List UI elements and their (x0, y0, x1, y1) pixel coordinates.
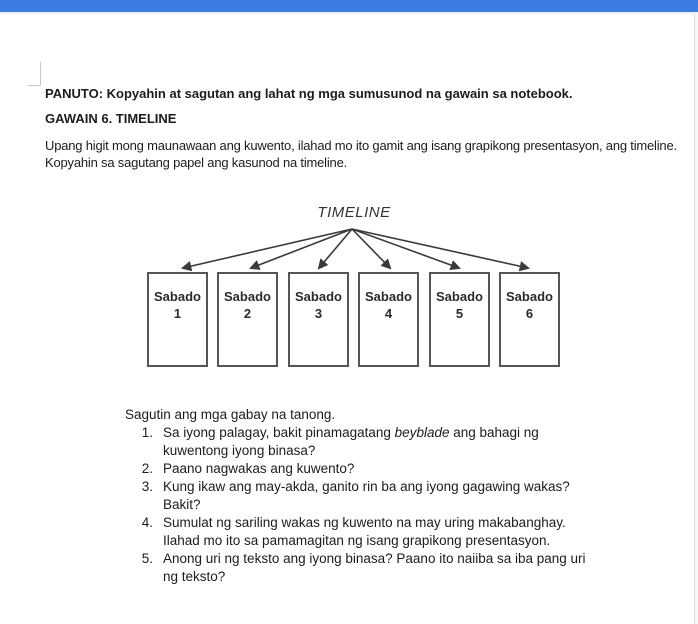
question-number: 3. (141, 479, 153, 494)
guide-questions-section (125, 406, 625, 586)
box-label: Sabado (365, 289, 412, 304)
timeline-arrow-4 (352, 229, 390, 268)
page-right-edge (694, 13, 695, 624)
question-item-1 (125, 424, 625, 460)
box-number: 1 (173, 306, 182, 321)
timeline-box-5 (429, 272, 490, 367)
question-item-4 (125, 514, 625, 550)
box-number: 4 (384, 306, 393, 321)
timeline-arrow-group (183, 229, 528, 268)
question-item-2 (125, 460, 625, 478)
question-text-line (163, 424, 539, 442)
question-text-italic: beyblade (394, 425, 450, 440)
question-text: Sa iyong palagay, bakit pinamagatang (163, 425, 395, 440)
box-label: Sabado (506, 289, 553, 304)
question-text-line: Ilahad mo ito sa pamamagitan ng isang grapikong presentasyon. (163, 533, 551, 548)
question-number: 2. (141, 461, 153, 476)
timeline-box-6 (499, 272, 560, 367)
timeline-box-2 (217, 272, 278, 367)
question-text-line: ng teksto? (163, 569, 226, 584)
question-text: ang bahagi ng (449, 425, 539, 440)
question-text-line: Anong uri ng teksto ang iyong binasa? Paano ito naiiba sa iba pang uri (163, 551, 586, 566)
box-number: 6 (525, 306, 534, 321)
box-number: 5 (455, 306, 464, 321)
question-text-line: Kung ikaw ang may-akda, ganito rin ba ang iyong gagawing wakas? (163, 479, 570, 494)
timeline-box-1 (147, 272, 208, 367)
box-label: Sabado (154, 289, 201, 304)
timeline-box-4 (358, 272, 419, 367)
timeline-diagram-title: TIMELINE (317, 204, 391, 221)
question-item-3 (125, 478, 625, 514)
body-paragraph-line2: Kopyahin sa sagutang papel ang kasunod na timeline. (45, 155, 348, 170)
question-number: 1. (141, 425, 153, 440)
timeline-arrows (130, 198, 575, 278)
activity-title: GAWAIN 6. TIMELINE (45, 111, 177, 126)
question-text-line: Bakit? (163, 497, 201, 512)
page-corner-mark (28, 85, 41, 86)
question-text-line: Sumulat ng sariling wakas ng kuwento na may uring makabanghay. (163, 515, 566, 530)
questions-intro: Sagutin ang mga gabay na tanong. (125, 407, 336, 422)
question-item-5 (125, 550, 625, 586)
box-label: Sabado (436, 289, 483, 304)
app-header-underline (0, 12, 698, 14)
timeline-arrow-6 (352, 229, 528, 268)
box-number: 3 (314, 306, 323, 321)
body-paragraph-line1: Upang higit mong maunawaan ang kuwento, ilahad mo ito gamit ang isang grapikong presentasyon, ang timeline. (45, 138, 677, 153)
instruction-text: PANUTO: Kopyahin at sagutan ang lahat ng mga sumusunod na gawain sa notebook. (45, 86, 573, 101)
question-number: 5. (141, 551, 153, 566)
question-text-line: Paano nagwakas ang kuwento? (163, 461, 355, 476)
box-number: 2 (243, 306, 252, 321)
page-corner-mark (40, 62, 41, 86)
app-header-bar (0, 0, 698, 12)
box-label: Sabado (295, 289, 342, 304)
box-label: Sabado (224, 289, 271, 304)
question-text-line: kuwentong iyong binasa? (163, 443, 316, 458)
timeline-box-3 (288, 272, 349, 367)
question-number: 4. (141, 515, 153, 530)
